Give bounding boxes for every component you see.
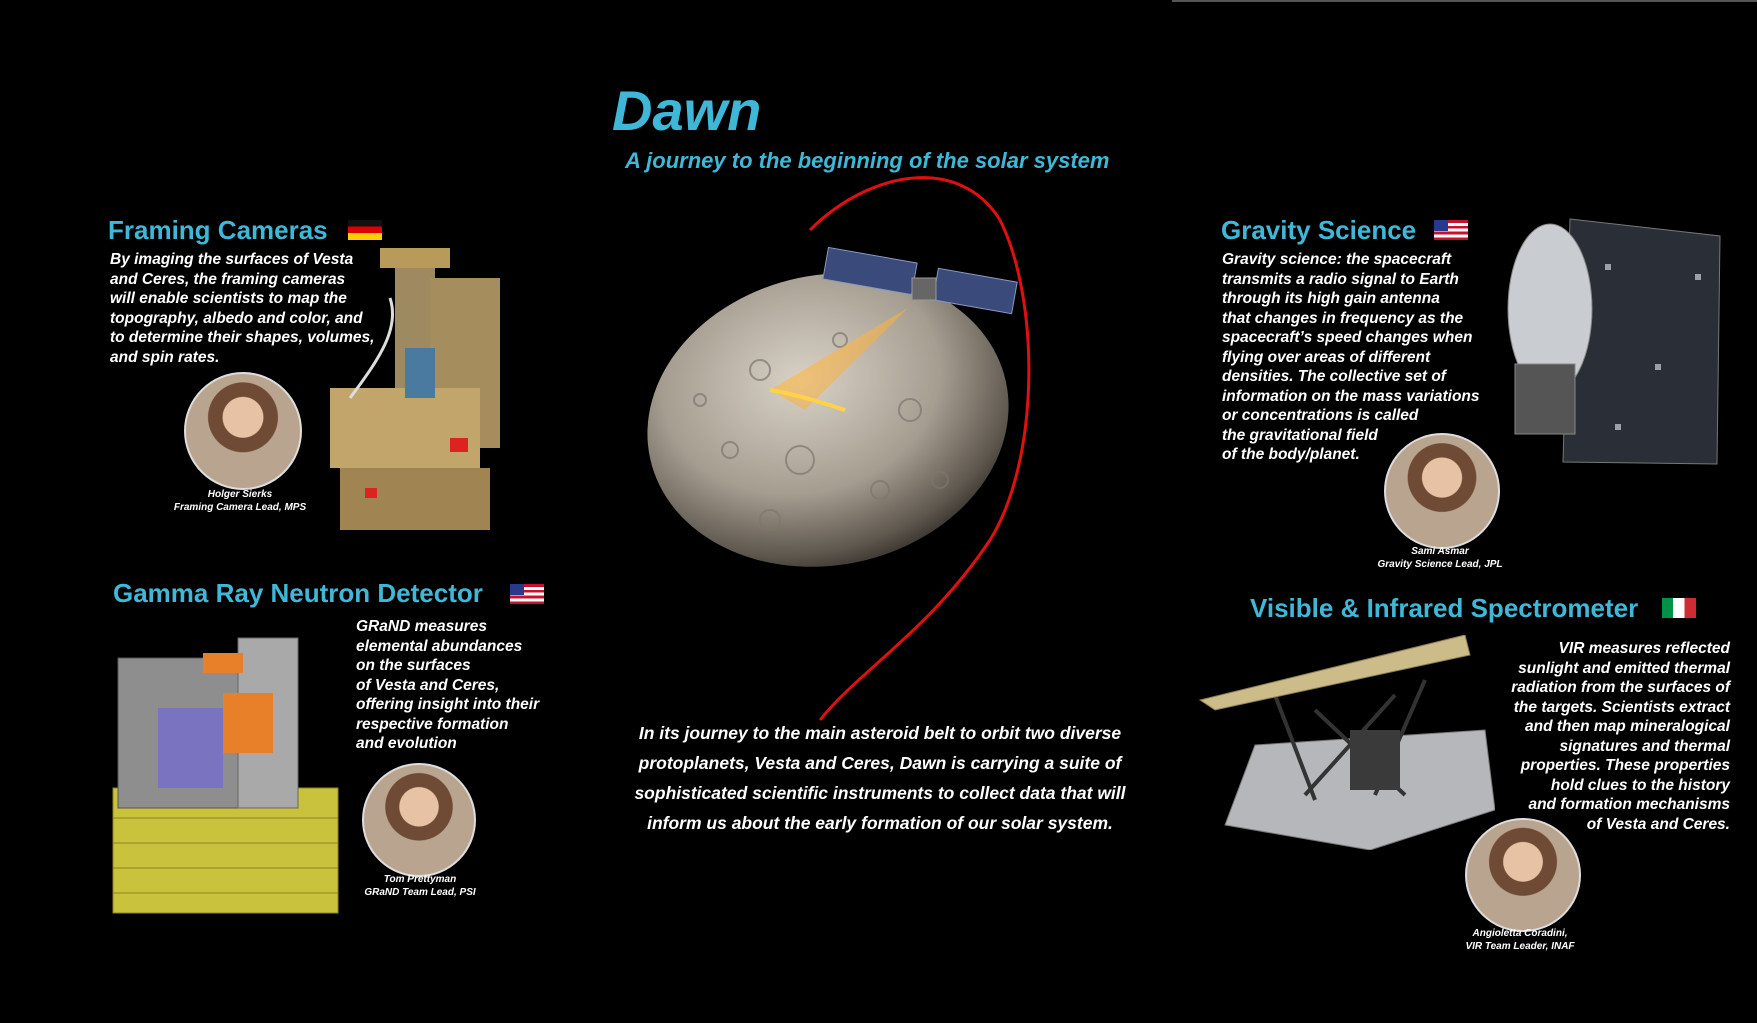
person-role: VIR Team Leader, INAF [1465,941,1575,952]
flag-canton [510,584,524,595]
person-role: Framing Camera Lead, MPS [173,502,307,513]
person-name: Angioletta Coradini, [1472,928,1568,939]
person-role: GRaND Team Lead, PSI [364,887,476,898]
mission-summary: In its journey to the main asteroid belt to orbit two diverse protoplanets, Vesta and Ceres, Dawn is carrying a suite of sophisticated scientific instruments to collect data that will inform us about the early formation of our solar system. [634,723,1126,833]
grand-heading: Gamma Ray Neutron Detector [113,578,483,608]
page-title: Dawn [612,79,762,142]
tom-prettyman-photo [362,763,476,877]
usa-flag-icon [1434,220,1468,240]
person-role: Gravity Science Lead, JPL [1377,559,1503,570]
holger-sierks-caption [150,488,330,514]
grand-detector-image [98,628,348,923]
gravity-science-heading: Gravity Science [1221,215,1417,245]
vir-description: VIR measures reflected sunlight and emitted thermal radiation from the surfaces of the targets. Scientists extract and then map mineralogical signatures and thermal properties. These properties hold clues to the history and formation mechanisms of Vesta and Ceres. [1511,640,1730,833]
sami-asmar-caption [1350,545,1530,571]
person-name: Tom Prettyman [383,874,457,885]
spacecraft-antenna-image [1495,214,1725,469]
italy-flag-icon [1662,598,1696,618]
vir-heading: Visible & Infrared Spectrometer [1250,593,1639,623]
framing-cameras-heading: Framing Cameras [108,215,328,245]
page-subtitle: A journey to the beginning of the solar system [625,148,1110,173]
grand-description: GRaND measures elemental abundances on the surfaces of Vesta and Ceres, offering insight into their respective formation and evolution [356,618,540,752]
person-name: Holger Sierks [207,489,273,500]
framing-camera-image [320,238,520,540]
vesta-illustration [640,160,1160,740]
gravity-science-description: Gravity science: the spacecraft transmits a radio signal to Earth through its high gain antenna that changes in frequency as the spacecraft’s speed changes when flying over areas of different densities. The collective set of information on the mass variations or concentrations is called the gravitational field of the body/planet. [1222,251,1480,463]
orbit-path-back [810,178,1000,230]
germany-flag-icon [348,220,382,240]
sami-asmar-photo [1384,433,1500,549]
flag-canton [1434,220,1448,231]
top-divider [1172,0,1757,2]
framing-cameras-description: By imaging the surfaces of Vesta and Ceres, the framing cameras will enable scientists to map the topography, albedo and color, and to determine their shapes, volumes, and spin rates. [110,251,375,366]
angioletta-coradini-caption [1430,927,1610,953]
usa-flag-icon [510,584,544,604]
tom-prettyman-caption [335,873,505,899]
person-name: Sami Asmar [1411,546,1469,557]
vir-spectrometer-image [1195,635,1495,850]
holger-sierks-photo [184,372,302,490]
